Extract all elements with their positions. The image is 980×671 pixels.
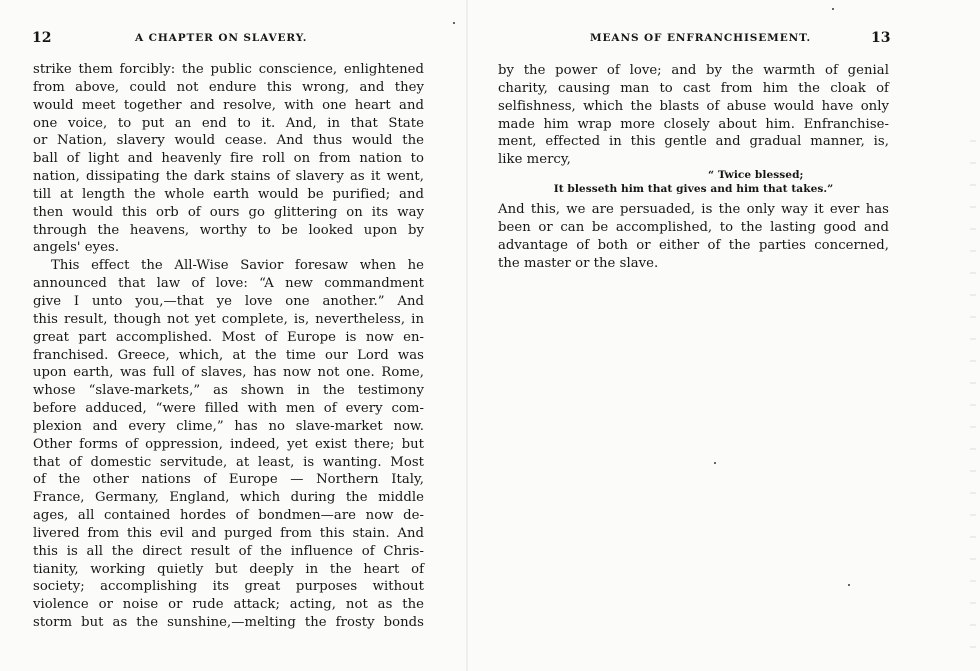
text-line: Other forms of oppression, indeed, yet exist there; but bbox=[33, 436, 424, 452]
text-line: franchised. Greece, which, at the time our Lord was bbox=[33, 347, 424, 363]
text-line: plexion and every clime,” has no slave-market now. bbox=[33, 418, 424, 434]
running-head: MEANS OF ENFRANCHISEMENT. bbox=[590, 32, 812, 44]
right-page bbox=[470, 0, 980, 671]
text-line: This effect the All-Wise Savior foresaw when he bbox=[51, 258, 424, 274]
text-line: storm but as the sunshine,—melting the frosty bonds bbox=[33, 615, 424, 631]
text-line: made him wrap more closely about him. Enfranchise- bbox=[498, 116, 889, 132]
scan-speck bbox=[714, 462, 716, 464]
text-line: that of domestic servitude, at least, is wanting. Most bbox=[33, 454, 424, 470]
text-line: announced that law of love: “A new commandment bbox=[33, 276, 424, 292]
text-line: like mercy, bbox=[498, 152, 571, 168]
text-line: this is all the direct result of the influence of Chris- bbox=[33, 543, 424, 559]
text-line: this result, though not yet complete, is, nevertheless, in bbox=[33, 311, 424, 327]
running-head: A CHAPTER ON SLAVERY. bbox=[135, 32, 308, 44]
quote-line: It blesseth him that gives and him that takes.” bbox=[553, 183, 834, 196]
scan-speck bbox=[832, 8, 834, 10]
text-line: till at length the whole earth would be purified; and bbox=[33, 186, 424, 202]
text-line: through the heavens, worthy to be looked upon by bbox=[33, 222, 424, 238]
paragraph bbox=[498, 201, 889, 272]
text-line: violence or noise or rude attack; acting, not as the bbox=[33, 597, 424, 613]
text-line: whose “slave-markets,” as shown in the testimony bbox=[33, 383, 424, 399]
page-gutter bbox=[466, 0, 468, 671]
text-line: or Nation, slavery would cease. And thus would the bbox=[33, 133, 424, 149]
body-text bbox=[498, 62, 889, 272]
text-line: been or can be accomplished, to the lasting good and bbox=[498, 219, 889, 235]
text-line: by the power of love; and by the warmth of genial bbox=[498, 63, 889, 78]
scan-speck bbox=[848, 584, 850, 586]
text-line: upon earth, was full of slaves, has now not one. Rome, bbox=[33, 365, 424, 381]
text-line: selfishness, which the blasts of abuse would have only bbox=[498, 98, 889, 114]
text-line: strike them forcibly: the public conscience, enlightened bbox=[33, 62, 424, 77]
text-line: And this, we are persuaded, is the only way it ever has bbox=[498, 202, 889, 218]
text-line: charity, causing man to cast from him the cloak of bbox=[498, 80, 889, 96]
text-line: from above, could not endure this wrong, and they bbox=[33, 79, 424, 95]
text-line: one voice, to put an end to it. And, in that State bbox=[33, 115, 424, 131]
text-line: society; accomplishing its great purposes without bbox=[33, 579, 424, 595]
text-line: angels' eyes. bbox=[33, 240, 120, 256]
text-line: livered from this evil and purged from this stain. And bbox=[33, 525, 424, 541]
text-line: great part accomplished. Most of Europe is now en- bbox=[33, 329, 424, 345]
text-line: ages, all contained hordes of bondmen—are now de- bbox=[33, 508, 424, 524]
text-line: of the other nations of Europe — Northern Italy, bbox=[33, 472, 424, 488]
text-line: France, Germany, England, which during the middle bbox=[33, 490, 424, 506]
scan-edge-artifact bbox=[970, 140, 976, 660]
text-line: before adduced, “were filled with men of every com- bbox=[33, 401, 424, 417]
text-line: ment, effected in this gentle and gradual manner, is, bbox=[498, 134, 889, 150]
text-line: nation, dissipating the dark stains of slavery as it went, bbox=[33, 169, 424, 185]
text-line: the master or the slave. bbox=[498, 255, 659, 271]
quote-line: “ Twice blessed; bbox=[708, 169, 804, 182]
page-number: 12 bbox=[32, 30, 52, 46]
text-line: tianity, working quietly but deeply in the heart of bbox=[33, 561, 424, 577]
text-line: would meet together and resolve, with one heart and bbox=[33, 97, 424, 113]
text-line: ball of light and heavenly fire roll on from nation to bbox=[33, 151, 424, 167]
text-line: give I unto you,—that ye love one another.” And bbox=[33, 293, 424, 309]
text-line: advantage of both or either of the parties concerned, bbox=[498, 237, 889, 253]
body-text bbox=[33, 61, 424, 632]
scan-speck bbox=[453, 22, 455, 24]
left-page bbox=[0, 0, 470, 671]
page-number: 13 bbox=[871, 30, 891, 46]
paragraph bbox=[498, 62, 889, 169]
text-line: then would this orb of ours go glittering on its way bbox=[33, 204, 424, 220]
